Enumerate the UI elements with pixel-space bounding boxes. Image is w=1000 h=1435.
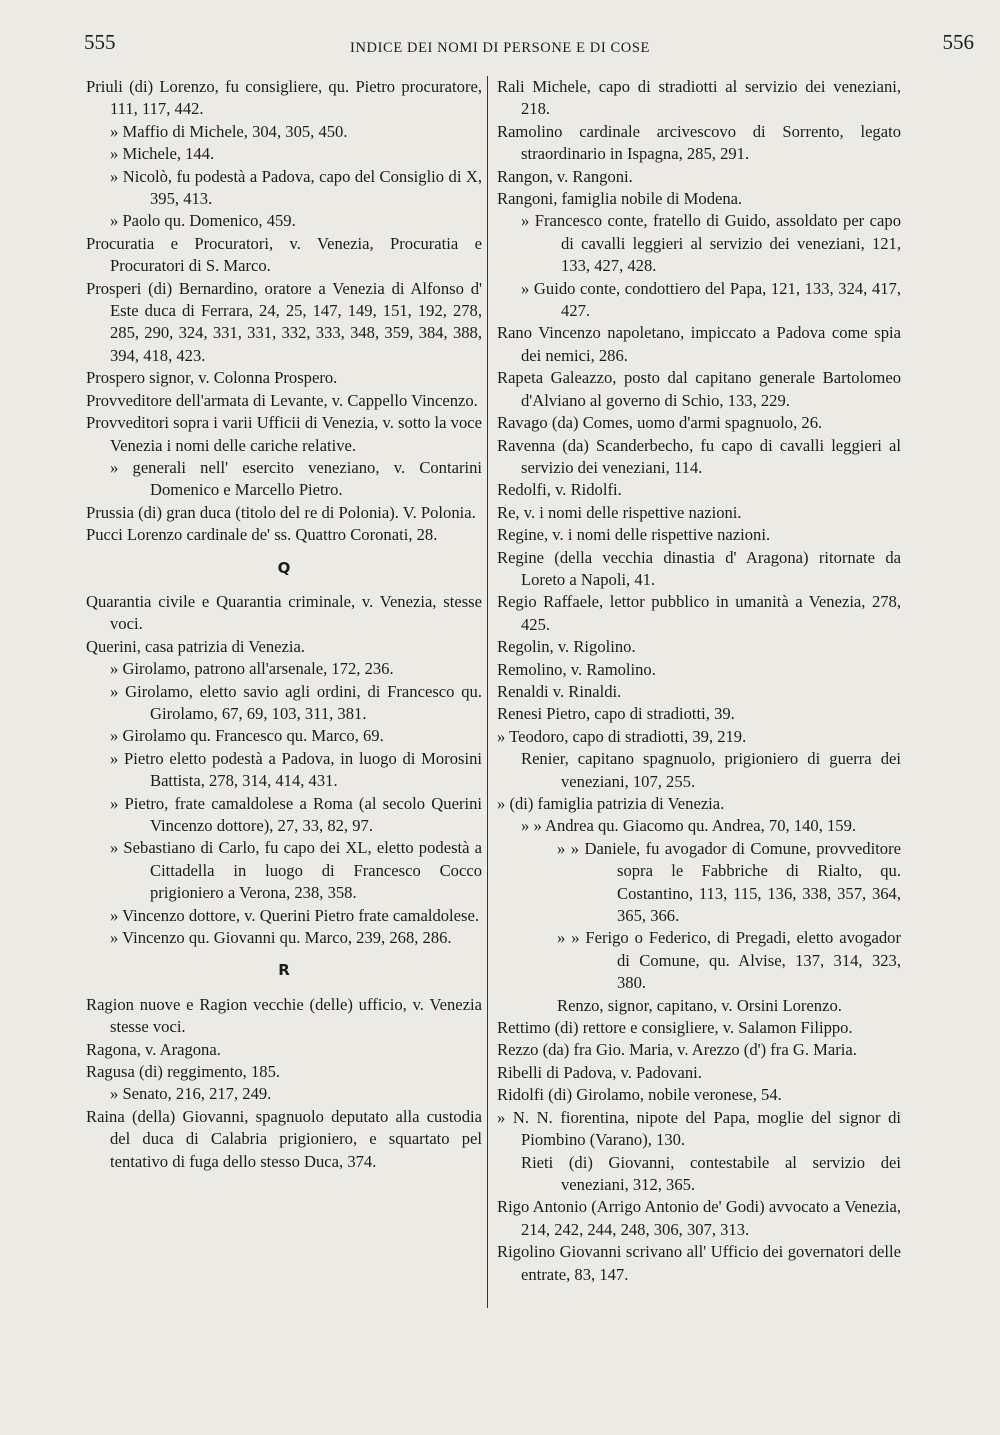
index-entry: Provveditore dell'armata di Levante, v. Cappello Vincenzo. (86, 390, 478, 410)
index-entry: Regine, v. i nomi delle rispettive nazioni. (497, 525, 771, 545)
index-subentry: » Pietro eletto podestà a Padova, in luogo di Morosini Battista, 278, 314, 414, 431. (110, 748, 482, 791)
index-subentry: » Michele, 144. (110, 144, 215, 164)
index-entry: Ragion nuove e Ragion vecchie (delle) ufficio, v. Venezia stesse voci. (86, 994, 482, 1037)
index-subentry: » Sebastiano di Carlo, fu capo dei XL, eletto podestà a Cittadella in luogo di Francesco Cocco prigioniero a Verona, 238, 358. (110, 838, 482, 903)
index-subentry: Renier, capitano spagnuolo, prigioniero di guerra dei veneziani, 107, 255. (521, 749, 901, 791)
index-entry: Rali Michele, capo di stradiotti al servizio dei veneziani, 218. (497, 77, 901, 119)
index-subentry: Renzo, signor, capitano, v. Orsini Lorenzo. (557, 995, 842, 1015)
index-subentry: » Francesco conte, fratello di Guido, assoldato per capo di cavalli leggieri al servizio dei veneziani, 121, 133, 427, 428. (521, 211, 901, 276)
index-subentry: » Paolo qu. Domenico, 459. (110, 211, 296, 231)
index-entry: Pucci Lorenzo cardinale de' ss. Quattro Coronati, 28. (86, 525, 438, 545)
index-entry: Ravago (da) Comes, uomo d'armi spagnuolo, 26. (497, 413, 823, 433)
right-column (497, 76, 901, 1286)
index-entry: Provveditori sopra i varii Ufficii di Venezia, v. sotto la voce Venezia i nomi delle cariche relative. (86, 413, 482, 455)
index-subentry: » » Ferigo o Federico, di Pregadi, eletto avogador di Comune, qu. Alvise, 137, 314, 323, 380. (557, 928, 901, 993)
index-subentry: » Guido conte, condottiero del Papa, 121, 133, 324, 417, 427. (521, 278, 901, 321)
index-entry: Rezzo (da) fra Gio. Maria, v. Arezzo (d') fra G. Maria. (497, 1040, 857, 1060)
index-entry: Ramolino cardinale arcivescovo di Sorrento, legato straordinario in Ispagna, 285, 291. (497, 121, 901, 164)
index-entry: Rangon, v. Rangoni. (497, 166, 633, 186)
index-subentry: » » Andrea qu. Giacomo qu. Andrea, 70, 140, 159. (521, 816, 857, 836)
index-entry: Ragusa (di) reggimento, 185. (86, 1062, 281, 1082)
index-entry: Rapeta Galeazzo, posto dal capitano generale Bartolomeo d'Alviano al governo di Schio, 133, 229. (497, 368, 901, 410)
index-subentry: » Vincenzo qu. Giovanni qu. Marco, 239, 268, 286. (110, 928, 452, 948)
index-subentry: » Girolamo qu. Francesco qu. Marco, 69. (110, 726, 384, 746)
index-subentry: » Senato, 216, 217, 249. (110, 1084, 272, 1104)
index-entry: Regolin, v. Rigolino. (497, 637, 636, 657)
index-entry: Remolino, v. Ramolino. (497, 659, 656, 679)
left-column (86, 76, 482, 1173)
index-entry: Prussia (di) gran duca (titolo del re di Polonia). V. Polonia. (86, 502, 476, 522)
page-number-left: 555 (84, 30, 116, 54)
index-subentry: Rieti (di) Giovanni, contestabile al servizio dei veneziani, 312, 365. (521, 1152, 901, 1194)
index-entry: Rettimo (di) rettore e consigliere, v. Salamon Filippo. (497, 1018, 853, 1038)
index-entry: Re, v. i nomi delle rispettive nazioni. (497, 502, 742, 522)
index-entry: Raina (della) Giovanni, spagnuolo deputato alla custodia del duca di Calabria prigioniero, e squartato pel tentativo di fuga dello stesso Duca, 374. (86, 1106, 482, 1171)
index-subentry: » Nicolò, fu podestà a Padova, capo del Consiglio di X, 395, 413. (110, 166, 482, 209)
index-entry: Procuratia e Procuratori, v. Venezia, Procuratia e Procuratori di S. Marco. (86, 233, 482, 276)
index-entry: Renesi Pietro, capo di stradiotti, 39. (497, 704, 735, 724)
index-subentry: » » Daniele, fu avogador di Comune, provveditore sopra le Fabbriche di Rialto, qu. Costantino, 113, 115, 136, 338, 357, 364, 365, 366. (557, 838, 901, 926)
index-subentry: » Girolamo, patrono all'arsenale, 172, 236. (110, 659, 394, 679)
index-subentry: » Girolamo, eletto savio agli ordini, di Francesco qu. Girolamo, 67, 69, 103, 311, 381. (110, 681, 482, 723)
index-entry: Ribelli di Padova, v. Padovani. (497, 1062, 702, 1082)
index-subentry: » Vincenzo dottore, v. Querini Pietro frate camaldolese. (110, 905, 480, 925)
index-entry: Rano Vincenzo napoletano, impiccato a Padova come spia dei nemici, 286. (497, 323, 901, 365)
index-entry: Querini, casa patrizia di Venezia. (86, 636, 305, 656)
index-entry: » (di) famiglia patrizia di Venezia. (497, 794, 725, 813)
index-entry: Redolfi, v. Ridolfi. (497, 480, 622, 500)
section-letter-r: R (278, 961, 290, 980)
index-entry: Prosperi (di) Bernardino, oratore a Venezia di Alfonso d' Este duca di Ferrara, 24, 25, 147, 149, 151, 192, 278, 285, 290, 324, 331, 331, 332, 333, 348, 359, 384, 388, 394, 418, 423. (86, 278, 482, 365)
running-header: INDICE DEI NOMI DI PERSONE E DI COSE (350, 40, 650, 56)
index-entry: Priuli (di) Lorenzo, fu consigliere, qu. Pietro procuratore, 111, 117, 442. (86, 77, 482, 119)
index-entry: » Teodoro, capo di stradiotti, 39, 219. (497, 726, 747, 746)
index-subentry: » generali nell' esercito veneziano, v. Contarini Domenico e Marcello Pietro. (110, 457, 482, 500)
page-number-right: 556 (942, 30, 974, 54)
index-entry: Regio Raffaele, lettor pubblico in umanità a Venezia, 278, 425. (497, 592, 901, 634)
index-entry: Quarantia civile e Quarantia criminale, v. Venezia, stesse voci. (86, 591, 482, 634)
index-entry: Ragona, v. Aragona. (86, 1039, 221, 1059)
index-entry: Ravenna (da) Scanderbecho, fu capo di cavalli leggieri al servizio dei veneziani, 114. (497, 435, 901, 477)
index-entry: Regine (della vecchia dinastia d' Aragona) ritornate da Loreto a Napoli, 41. (497, 547, 901, 589)
index-entry: Renaldi v. Rinaldi. (497, 681, 622, 701)
index-entry: Rangoni, famiglia nobile di Modena. (497, 189, 743, 209)
index-entry: » N. N. fiorentina, nipote del Papa, moglie del signor di Piombino (Varano), 130. (497, 1107, 901, 1150)
index-subentry: » Pietro, frate camaldolese a Roma (al secolo Querini Vincenzo dottore), 27, 33, 82, 97. (110, 793, 482, 835)
section-letter-q: Q (277, 558, 291, 577)
index-entry: Ridolfi (di) Girolamo, nobile veronese, 54. (497, 1085, 782, 1105)
index-entry: Prospero signor, v. Colonna Prospero. (86, 368, 338, 388)
index-subentry: » Maffio di Michele, 304, 305, 450. (110, 121, 348, 141)
index-entry: Rigolino Giovanni scrivano all' Ufficio dei governatori delle entrate, 83, 147. (497, 1242, 901, 1284)
column-divider (487, 76, 488, 1308)
index-entry: Rigo Antonio (Arrigo Antonio de' Godi) avvocato a Venezia, 214, 242, 244, 248, 306, 307, 313. (497, 1197, 901, 1239)
